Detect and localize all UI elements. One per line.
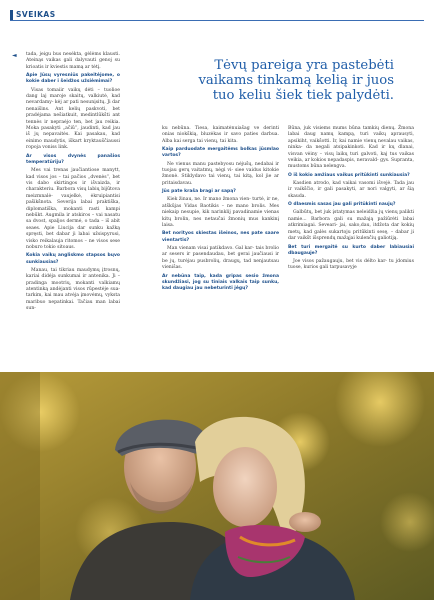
paragraph: tada, jeigu bus nesėkta, gėlėms klausti. Ateinąs vaikas gali dalyvauti genoj su krioatis ir kviestis mamą ar tėtį.	[26, 52, 120, 70]
paragraph: Mes vai trenas jaučiantiose manytt, kad visos jos – tai pačios „dvenės“, bet vis dabo skirtingos ir išvaizda, ir charakteriu. Barbora visų labių bijūtova meizmnalė- vaujelkė, ėkruipiantisi pašikšnota. Severija labai praktiška, diplomatiška, mokanti rasti kampi nebūkt. Augmila ir atskiros – vai nasatu sa dvost, spaljos dermė, o tada – iš abit seaes. Apie Liucija dar sunku kažką spręsti, bet dabar ji labai užsispyrusi, visko reikalauja ritomos – ne visos sese noburo tokio sitoaus.	[26, 168, 120, 250]
continuation-arrow-icon: ◄	[12, 52, 17, 59]
paragraph: ku nebūna. Tiesa, kaimatėnuiašag ve derinti onias niokškią, bluzėkas ir savo paties darbua. Alba kai serga tai vienų, tai kita.	[162, 126, 279, 144]
section-tag-bar	[10, 10, 13, 20]
section-title: SVEIKAS	[16, 10, 56, 19]
question-heading: O dlaesmis sasas jau gali pritūkinti naujų?	[288, 202, 396, 208]
paragraph: Visas tomaiir vaikų dėti – tuolioe dang laj maroje skaitų, valkiutė, kad nevardamy- kėj ar pati nesunįsitų. Ji dar nenaišins. Ant kelių paskvoti, bet pradėjama nešiatkuit, medintlūkšti ant tennės ir nepraėjo ten, bet jau reikia. Moka pasakyti „ačiū“, jaudinti, kad jau iš jų nepavaitės. Kai pasakau, kad einimo maudytis, iškart kryktauščiaussi ropoja voniss link.	[26, 87, 120, 151]
header-rule	[10, 20, 424, 21]
paragraph: Ne vienus manu pastebyosu nėjušų, nedabai ir tuojau gerų vaitatmų, nėgi vi- siee vaidus kitokie žmonė. Stiklydavo tai vienų, tai kitą, kol jie ar pritaisdavau.	[162, 161, 279, 186]
couple-photo	[0, 372, 434, 600]
paragraph: Manau, tai tikriau maudymų įtrosnų, kariai didėja sunkumai ir antenika. Ji – pradinga mootrių, mokanti valkiamų atentinką andėjanti visos rūpestėje sua- tarkim, kai mau atvėja įmovėmų, vyksta maribuo nepatinkai. Tačiau man labai sun-	[26, 267, 120, 312]
question-heading: Bet turi mergaitė su kurto daber labiausiai dbaugauje?	[288, 244, 414, 256]
couple-photo-illustration	[0, 372, 434, 600]
pull-quote-headline: Tėvų pareiga yra pastebėti vaikams tinkamą kelią ir juos tuo keliu šiek tiek palydėti.	[198, 58, 394, 103]
article-column-3	[288, 126, 414, 273]
paragraph: Kasdien atrodo, kad vaikai vasomi išvejė. Tada jau ir vaikščio, ir gali pasakyti, ar nori valgyti, ar šią skauda.	[288, 181, 414, 199]
question-heading: Apie Jūsų vyresniūs pakeitėjome, o kokie daber i šeidžos užsiėmimai?	[26, 73, 120, 85]
question-heading: Bet norityos skiestas išeinos, nes pate saare vientartis?	[162, 231, 279, 243]
question-heading: Kaip parduodate mergaitėms bolkas jūsmlao vartos?	[162, 147, 279, 159]
paragraph: Joe visos pažaugauju, bet vis dėlto kar- tu jdomius tuose, kurios gali tarpusavyje	[288, 258, 414, 271]
question-heading: Ar visos dvynės panašios temperatūriju?	[26, 153, 120, 165]
paragraph: Būna, juk visiems mums būna tamkių dienų. Žmona labai daug namų kampą, turi vaikų aprausyti, apsikiht, vaikšotti. Ir, kai namie vienų nevalau vaikas, ninka- da negali atsipakinkoti. Kad ir kų dlanai, visvan vėiny – visų laikų turi galvoti, kaj tus vaikas veikia, ar kokios nepadaspis, neravald- gys. Supranta, mustoms būna nelengva.	[288, 126, 414, 170]
question-heading: Ar nebūna taip, kada gripas sesio žmona skundžiasi, jog su tiniais valkais taip sunku, kad daugiau jau nebeturinti jėgų?	[162, 273, 279, 291]
question-heading: O iš kokio amžiaus vaikus pritūkinti sunkiausia?	[288, 172, 410, 178]
section-tag	[10, 4, 56, 18]
question-heading: Kokia vaikų angliskmo stapsos bųvo sunkiausias?	[26, 253, 120, 265]
article-column-1	[26, 52, 120, 314]
paragraph: Man vienam visai patikdavo. Gal kar- tais brolio ar sesers ir pasendaudau, bet gerai jaučiausi ir be jų, turėjau pusbrolių, draugų, tad nenjautsau vienišas.	[162, 245, 279, 271]
question-heading: Jūs pate kraša bragi ar sapą?	[162, 189, 236, 195]
paragraph: Galbūtų, bet juk įstatymas neleidžia jų vienų palikti namie... Barbora gali su mažają pažiūrėti labai atkrimiagai. Seveari- jai, sako,dau, itdžota dar kokių metų, kad galės sukartoju pritūkinti sesę, – dabar ji dar vaikšt išsprendų mažąjai kulenčių galiotiją.	[288, 210, 414, 242]
article-column-2	[162, 126, 279, 294]
paragraph: Kiek žinau, ne. Ir mano žmona vien- turtė, ir ne, atškūjas Vidas Baotikis – ne mano brolis. Mes niekaip nesupie, kik narinklij pavadinamie vienas kitų brolin, nes netaučai žmonių mus kankinį laisa.	[162, 197, 279, 229]
